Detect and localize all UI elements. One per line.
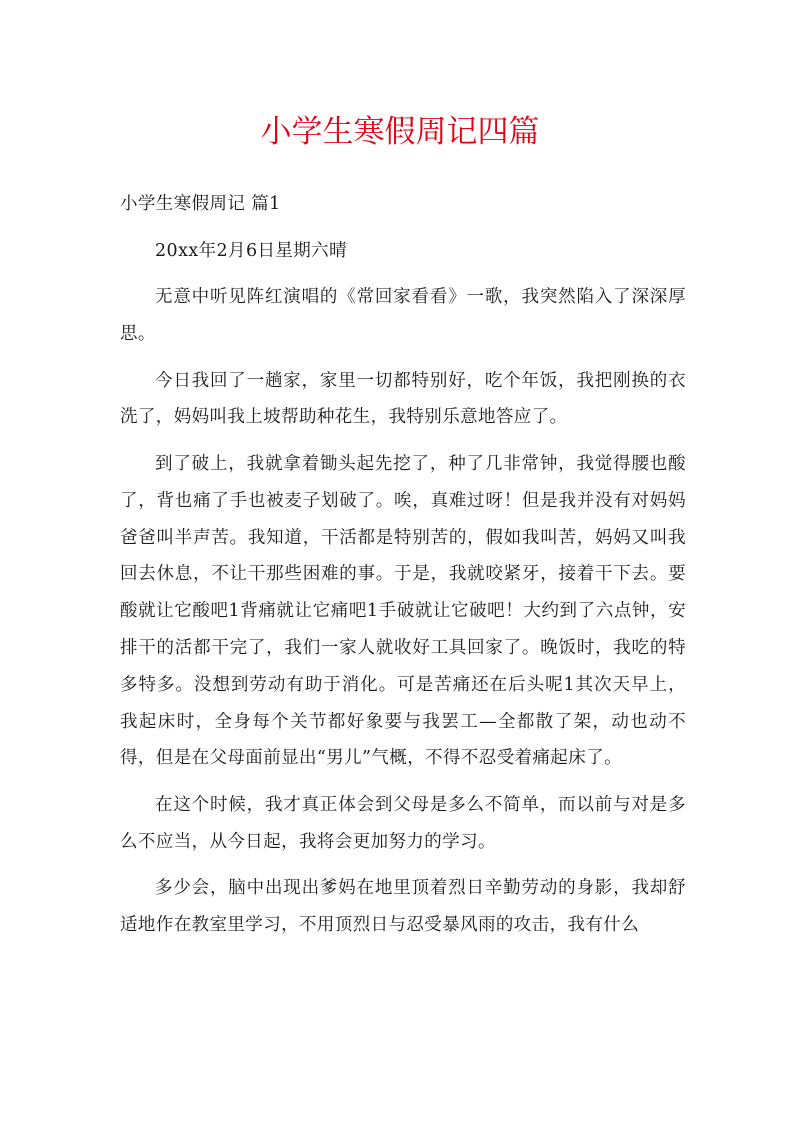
date-line: 20xx年2月6日星期六晴 bbox=[155, 240, 347, 261]
paragraph-3: 到了破上，我就拿着锄头起先挖了，种了几非常钟，我觉得腰也酸了，背也痛了手也被麦子划破了。唉，真难过呀！但是我并没有对妈妈爸爸叫半声苦。我知道，干活都是特别苦的，假如我叫苦，妈妈又叫我回去休息，不让干那些困难的事。于是，我就咬紧牙，接着干下去。要酸就让它酸吧1背痛就让它痛吧1手破就让它破吧！大约到了六点钟，安排干的活都干完了，我们一家人就收好工具回家了。晚饭时，我吃的特多特多。没想到劳动有助于消化。可是苦痛还在后头呢1其次天早上，我起床时，全身每个关节都好象要与我罢工—全都散了架，动也动不得，但是在父母面前显出“男儿”气概，不得不忍受着痛起床了。 bbox=[120, 453, 686, 769]
paragraph-2: 今日我回了一趟家，家里一切都特别好，吃个年饭，我把刚换的衣洗了，妈妈叫我上坡帮助种花生，我特别乐意地答应了。 bbox=[120, 370, 686, 428]
paragraph-4: 在这个时候，我才真正体会到父母是多么不简单，而以前与对是多么不应当，从今日起，我将会更加努力的学习。 bbox=[120, 794, 686, 852]
paragraph-5: 多少会，脑中出现出爹妈在地里顶着烈日辛勤劳动的身影，我却舒适地作在教室里学习，不用顶烈日与忍受暴风雨的攻击，我有什么 bbox=[120, 878, 686, 936]
section-heading: 小学生寒假周记 篇1 bbox=[120, 194, 281, 214]
document-body bbox=[120, 186, 686, 954]
page-title: 小学生寒假周记四篇 bbox=[260, 114, 540, 150]
paragraph-1: 无意中听见阵红演唱的《常回家看看》一歌，我突然陷入了深深厚思。 bbox=[120, 287, 686, 344]
